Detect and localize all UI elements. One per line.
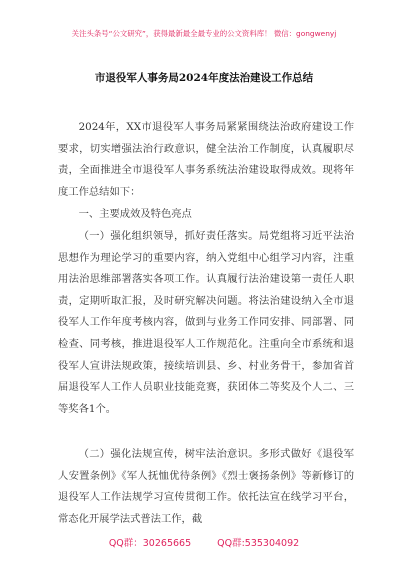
paragraph-organization <box>58 226 354 420</box>
paragraph-publicity-text: （二）强化法规宣传，树牢法治意识。多形式做好《退役军人安置条例》《军人抚恤优待条例》《烈士褒扬条例》等新修订的退役军人工作法规学习宣传贯彻工作。依托法宣在线学习平台，常态化开展学法式普法工作，截 <box>58 448 354 525</box>
footer-qq-group-1: QQ群：30265665 <box>108 538 192 549</box>
document-title: 市退役军人事务局2024年度法治建设工作总结 <box>94 72 314 84</box>
paragraph-intro <box>58 117 354 203</box>
footer-qq-group-2: QQ群:535304092 <box>217 538 300 549</box>
section-heading: 一、主要成效及特色亮点 <box>78 208 192 220</box>
paragraph-publicity <box>58 444 354 530</box>
paragraph-intro-text: 2024年，XX市退役军人事务局紧紧围绕法治政府建设工作要求，切实增强法治行政意识，健全法治工作制度，认真履职尽责，全面推进全市退役军人事务系统法治建设取得成效。现将年度工作总结如下： <box>58 121 354 198</box>
paragraph-organization-text: （一）强化组织领导，抓好责任落实。局党组将习近平法治思想作为理论学习的重要内容，纳入党组中心组学习内容，注重用法治思维部署落实各项工作。认真履行法治建设第一责任人职责，定期听取汇报，及时研究解决问题。将法治建设纳入全市退役军人工作年度考核内容，做到与业务工作同安排、同部署、同检查、同考核，推进退役军人工作规范化。注重向全市系统和退役军人宣讲法规政策，接续培训县、乡、村业务骨干，参加省首届退役军人工作人员职业技能竞赛，获团体二等奖及个人二、三等奖各1个。 <box>58 230 354 415</box>
footer-qq-groups <box>0 535 408 549</box>
header-banner: 关注头条号“公文研究”，获得最新最全最专业的公文资料库！ 微信：gongwenyj <box>71 29 337 38</box>
